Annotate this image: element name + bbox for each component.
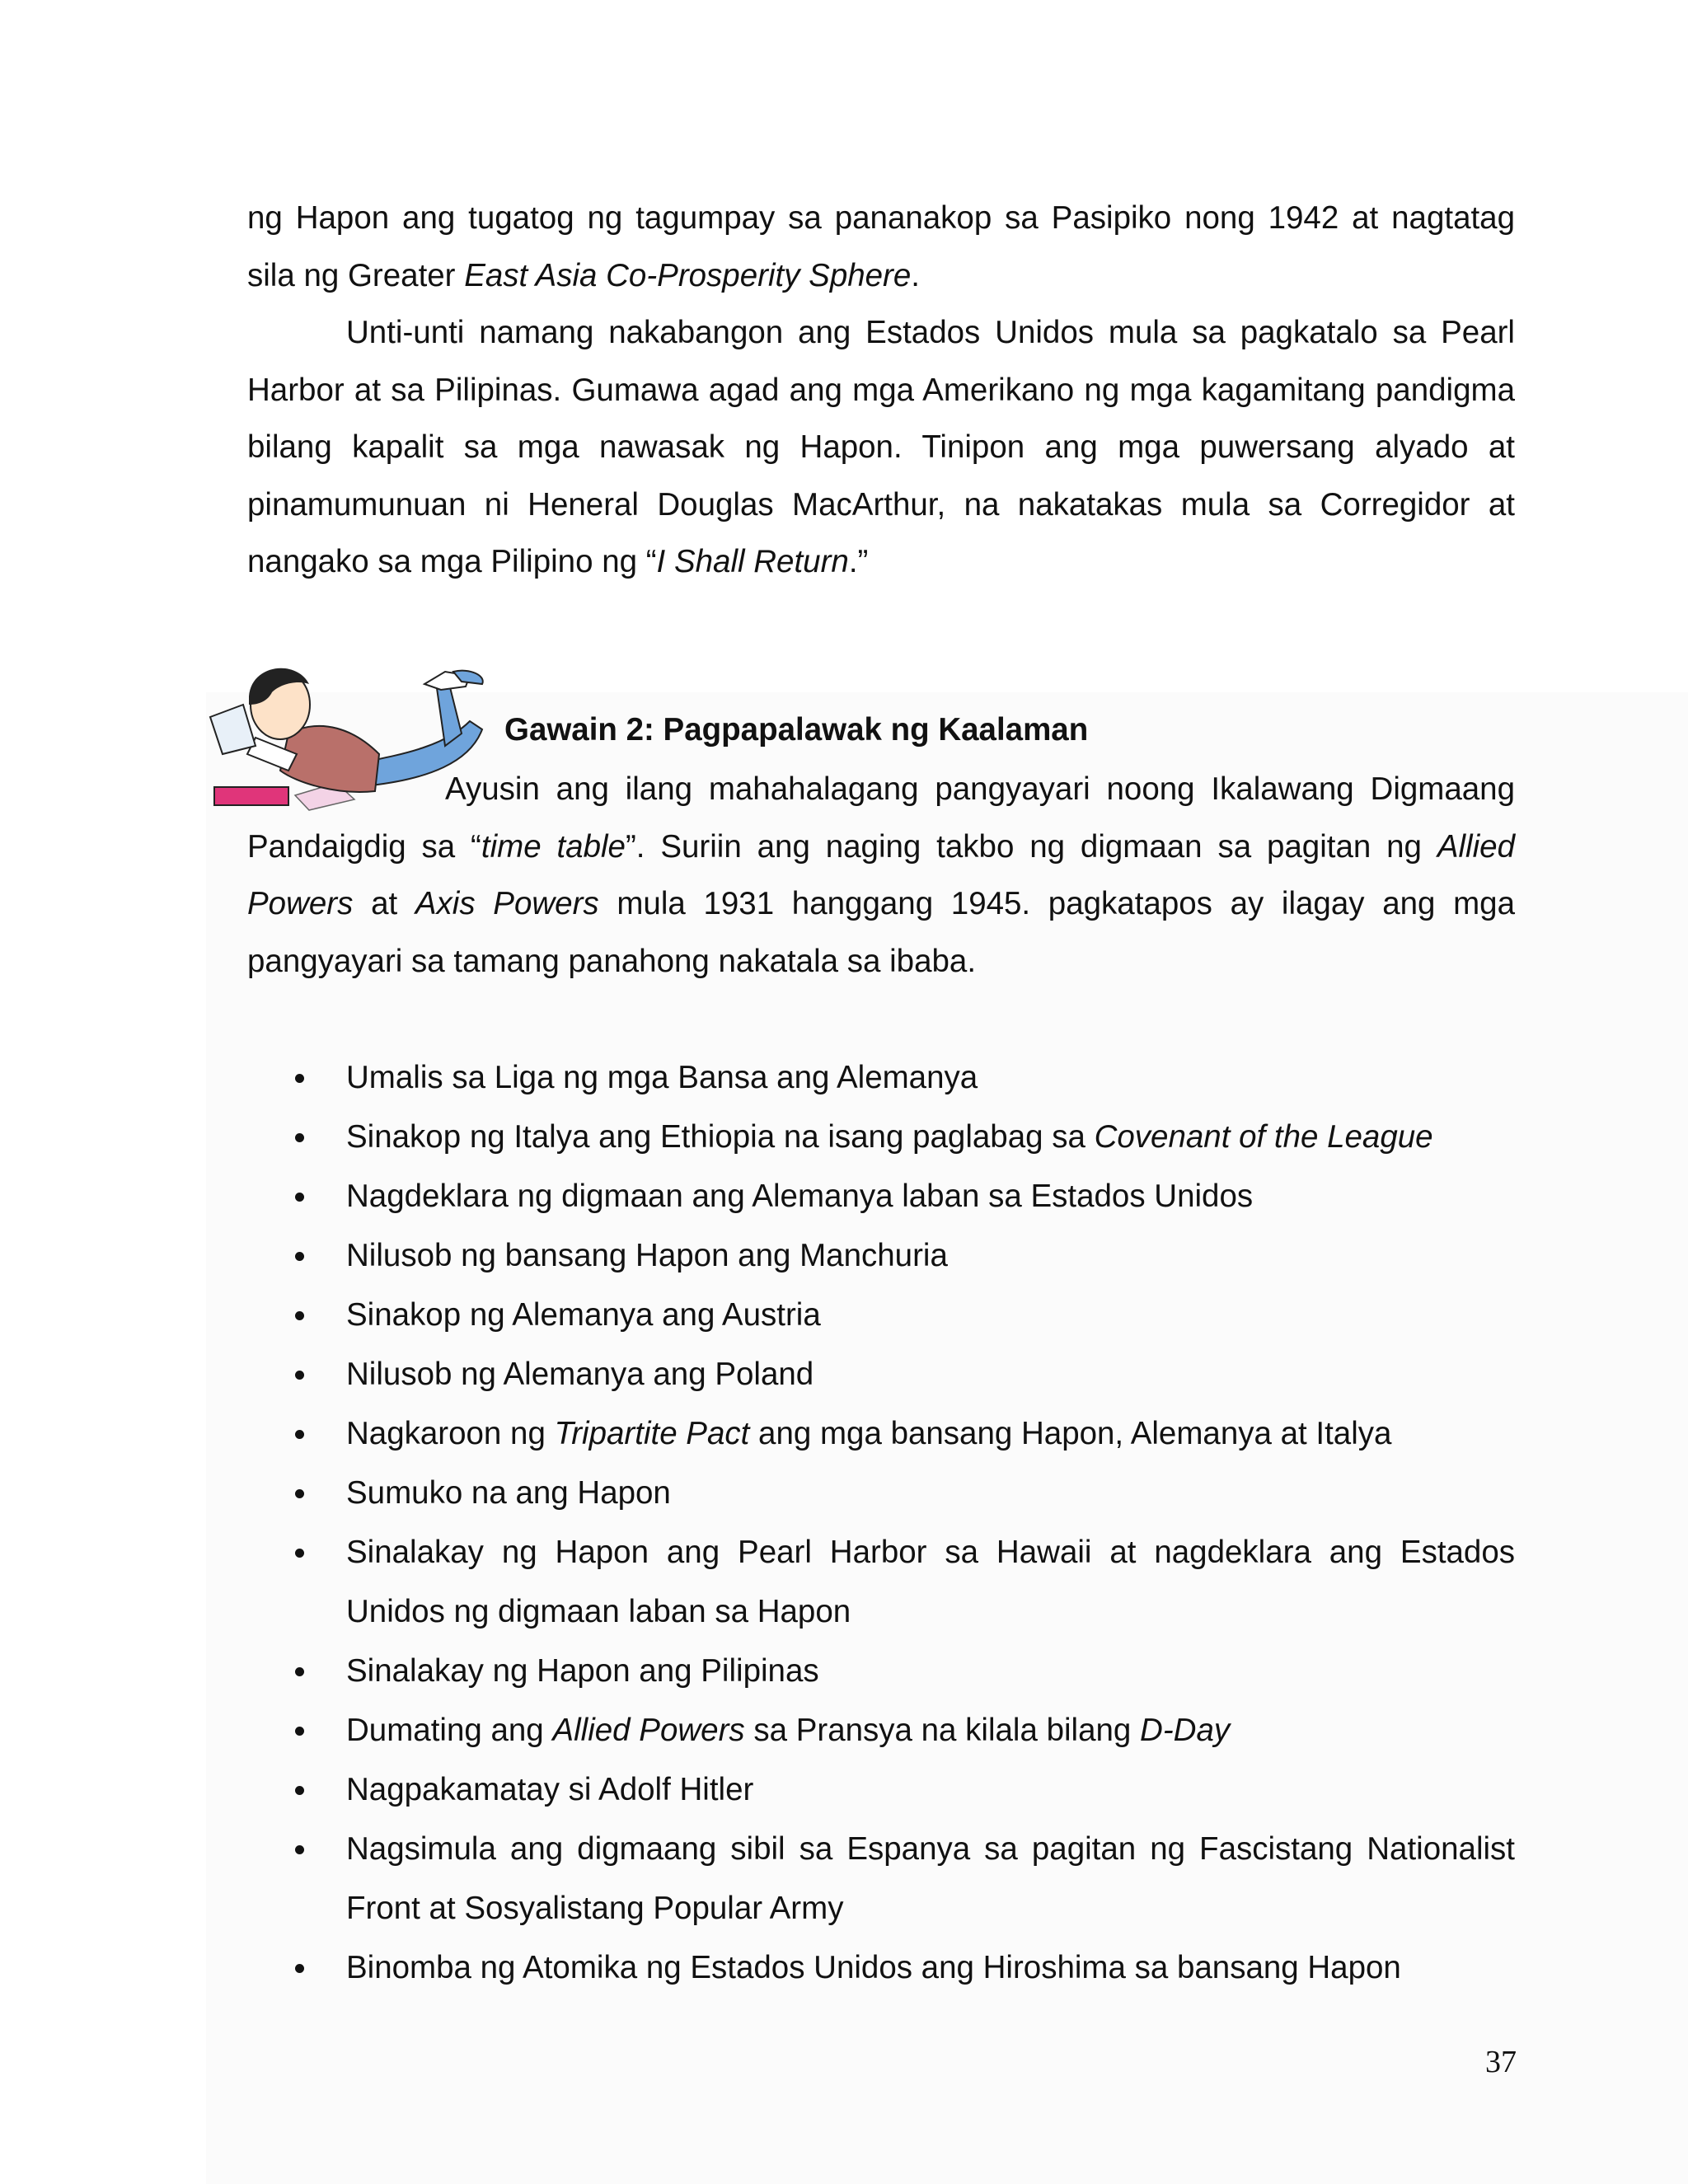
list-item-text-end: ang mga bansang Hapon, Alemanya at Italya bbox=[749, 1416, 1392, 1451]
macarthur-quote: I Shall Return bbox=[656, 544, 849, 579]
list-item bbox=[247, 1523, 1515, 1642]
activity-paragraph bbox=[247, 761, 1515, 990]
instr-time-table: time table bbox=[481, 828, 626, 865]
intro-line-1: ng Hapon ang tugatog ng tagumpay sa pananakop sa Pasipiko nong 1942 at nagtatag bbox=[247, 200, 1515, 236]
bullet-icon bbox=[295, 1371, 304, 1380]
macarthur-text bbox=[247, 304, 1515, 591]
list-item bbox=[247, 1108, 1515, 1167]
intro-paragraph bbox=[247, 190, 1515, 304]
list-item-text: Binomba ng Atomika ng Estados Unidos ang Hiroshima sa bansang Hapon bbox=[346, 1950, 1401, 1985]
instr-allied-powers: Allied Powers bbox=[247, 828, 1515, 921]
instr-seg-1: Ayusin ang ilang mahahalagang pangyayari noong Ikalawang Digmaang Pandaigdig sa “ bbox=[247, 771, 1515, 865]
bullet-icon bbox=[295, 1667, 304, 1676]
activity-instructions bbox=[247, 761, 1515, 990]
list-item bbox=[247, 1464, 1515, 1523]
bullet-icon bbox=[295, 1964, 304, 1973]
bullet-icon bbox=[295, 1074, 304, 1083]
bullet-icon bbox=[295, 1489, 304, 1498]
list-item-text: Sinakop ng Italya ang Ethiopia na isang paglabag sa bbox=[346, 1119, 1095, 1155]
list-item bbox=[247, 1167, 1515, 1226]
intro-line-2-end: . bbox=[911, 257, 920, 293]
intro-line-2-text: sila ng Greater bbox=[247, 257, 465, 293]
list-item-text: Nagkaroon ng bbox=[346, 1416, 555, 1451]
held-book-shape bbox=[210, 705, 256, 754]
list-item-text: Sinalakay ng Hapon ang Pearl Harbor sa Hawaii at nagdeklara ang Estados Unidos ng digmaan laban sa Hapon bbox=[346, 1535, 1515, 1629]
list-item bbox=[247, 1760, 1515, 1820]
bullet-icon bbox=[295, 1549, 304, 1558]
list-item-text: Nagpakamatay si Adolf Hitler bbox=[346, 1772, 754, 1807]
macarthur-text-main: Unti-unti namang nakabangon ang Estados Unidos mula sa pagkatalo sa Pearl Harbor at sa Pilipinas. Gumawa agad ang mga Amerikano ng mga kagamitang pandigma bilang kapalit sa mga nawasak ng Hapon. Tinipon ang mga puwersang alyado at pinamumunuan ni Heneral Douglas MacArthur, na nakatakas mula sa Corregidor at nangako sa mga Pilipino ng “ bbox=[247, 315, 1515, 579]
list-item bbox=[247, 1286, 1515, 1345]
bullet-icon bbox=[295, 1252, 304, 1261]
instr-seg-7: mula 1931 hanggang 1945. pagkatapos ay ilagay ang mga pangyayari sa tamang panahong nakatala sa ibaba. bbox=[247, 886, 1515, 979]
list-item-text: Umalis sa Liga ng mga Bansa ang Alemanya bbox=[346, 1060, 978, 1095]
raised-leg-shape bbox=[437, 684, 462, 746]
list-item-text: Sumuko na ang Hapon bbox=[346, 1475, 671, 1511]
list-item-text: Nilusob ng Alemanya ang Poland bbox=[346, 1357, 814, 1392]
bullet-icon bbox=[295, 1727, 304, 1736]
list-item-text-mid: sa Pransya na kilala bilang bbox=[744, 1713, 1141, 1748]
list-item-text: Nagsimula ang digmaang sibil sa Espanya sa pagitan ng Fascistang Nationalist Front at Sosyalistang Popular Army bbox=[346, 1831, 1515, 1926]
list-item-text: Dumating ang bbox=[346, 1713, 553, 1748]
bullet-icon bbox=[295, 1311, 304, 1320]
intro-line-2-italic: East Asia Co-Prosperity Sphere bbox=[464, 257, 912, 293]
bullet-icon bbox=[295, 1786, 304, 1795]
list-item bbox=[247, 1820, 1515, 1938]
list-item bbox=[247, 1345, 1515, 1404]
bullet-icon bbox=[295, 1193, 304, 1202]
list-item bbox=[247, 1701, 1515, 1760]
list-item-text: Sinalakay ng Hapon ang Pilipinas bbox=[346, 1653, 819, 1689]
list-item-italic: Tripartite Pact bbox=[554, 1416, 750, 1451]
list-item-italic: Covenant of the League bbox=[1094, 1119, 1433, 1155]
bullet-icon bbox=[295, 1430, 304, 1439]
list-item-text: Nilusob ng bansang Hapon ang Manchuria bbox=[346, 1238, 948, 1273]
macarthur-paragraph bbox=[247, 304, 1515, 591]
activity-heading: Gawain 2: Pagpapalawak ng Kaalaman bbox=[504, 712, 1089, 748]
instr-seg-5: at bbox=[353, 886, 415, 921]
instr-axis-powers: Axis Powers bbox=[415, 886, 599, 921]
list-item bbox=[247, 1048, 1515, 1108]
bullet-icon bbox=[295, 1133, 304, 1142]
intro-line-2 bbox=[247, 247, 1515, 305]
events-list bbox=[247, 1048, 1515, 1998]
bullet-icon bbox=[295, 1845, 304, 1854]
macarthur-text-end: .” bbox=[848, 544, 869, 579]
list-item bbox=[247, 1642, 1515, 1701]
list-item-italic-2: D-Day bbox=[1140, 1713, 1231, 1748]
list-item bbox=[247, 1938, 1515, 1998]
instr-seg-3: ”. Suriin ang naging takbo ng digmaan sa pagitan ng bbox=[625, 828, 1437, 865]
list-item-text: Sinakop ng Alemanya ang Austria bbox=[346, 1297, 821, 1333]
list-item bbox=[247, 1404, 1515, 1464]
list-item-italic: Allied Powers bbox=[552, 1713, 745, 1748]
list-item-text: Nagdeklara ng digmaan ang Alemanya laban sa Estados Unidos bbox=[346, 1179, 1254, 1214]
page-number: 37 bbox=[1485, 2045, 1517, 2079]
list-item bbox=[247, 1226, 1515, 1286]
